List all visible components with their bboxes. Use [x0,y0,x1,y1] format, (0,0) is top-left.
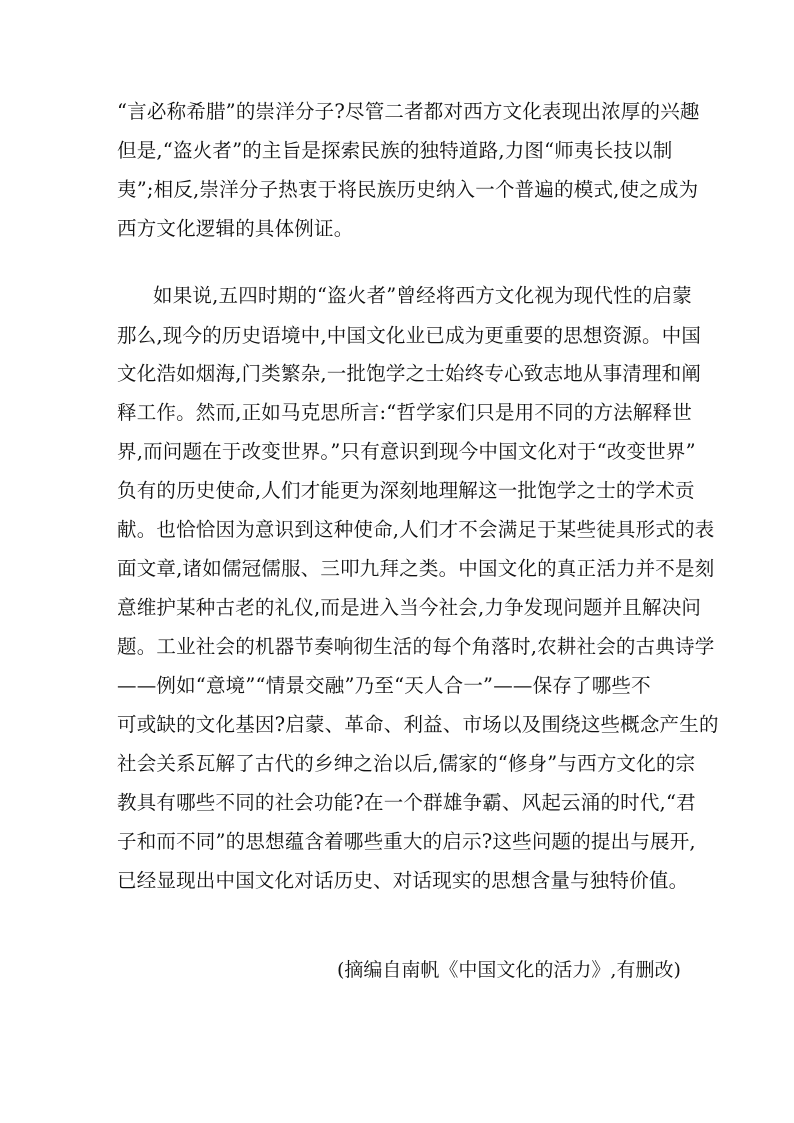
paragraph2-line-15: 子和而不同”的思想蕴含着哪些重大的启示?这些问题的提出与展开, [117,830,696,853]
paragraph2-line-7: 献。也恰恰因为意识到这种使命,人们才不会满足于某些徒具形式的表 [117,518,715,541]
paragraph2-line-11: ——例如“意境”“情景交融”乃至“天人合一”——保存了哪些不 [117,674,651,697]
paragraph2-line-6: 负有的历史使命,人们才能更为深刻地理解这一批饱学之士的学术贡 [117,479,695,502]
paragraph1-line-2: 但是,“盗火者”的主旨是探索民族的独特道路,力图“师夷长技以制 [117,139,673,162]
paragraph2-line-9: 意维护某种古老的礼仪,而是进入当今社会,力争发现问题并且解决问 [117,596,702,619]
paragraph2-line-2: 那么,现今的历史语境中,中国文化业已成为更重要的思想资源。中国 [117,324,702,347]
paragraph2-line-3: 文化浩如烟海,门类繁杂,一批饱学之士始终专心致志地从事清理和阐 [117,362,702,385]
paragraph2-line-16: 已经显现出中国文化对话历史、对话现实的思想含量与独特价值。 [117,869,689,892]
paragraph2-line-14: 教具有哪些不同的社会功能?在一个群雄争霸、风起云涌的时代,“君 [117,791,696,814]
paragraph1-line-3: 夷”;相反,崇洋分子热衷于将民族历史纳入一个普遍的模式,使之成为 [117,178,699,201]
paragraph2-line-12: 可或缺的文化基因?启蒙、革命、利益、市场以及围绕这些概念产生的 [117,713,719,736]
paragraph1-line-1: “言必称希腊”的崇洋分子?尽管二者都对西方文化表现出浓厚的兴趣 [117,100,700,123]
paragraph2-line-4: 释工作。然而,正如马克思所言:“哲学家们只是用不同的方法解释世 [117,401,692,424]
paragraph2-line-10: 题。工业社会的机器节奏响彻生活的每个角落时,农耕社会的古典诗学 [117,635,715,658]
paragraph2-line-8: 面文章,诸如儒冠儒服、三叩九拜之类。中国文化的真正活力并不是刻 [117,557,715,580]
paragraph2-line-5: 界,而问题在于改变世界。”只有意识到现今中国文化对于“改变世界” [117,440,696,463]
paragraph2-line-1: 如果说,五四时期的“盗火者”曾经将西方文化视为现代性的启蒙 [153,284,692,307]
paragraph1-line-4: 西方文化逻辑的具体例证。 [117,217,354,240]
source-citation: (摘编自南帆《中国文化的活力》,有删改) [337,959,681,981]
paragraph2-line-13: 社会关系瓦解了古代的乡绅之治以后,儒家的“修身”与西方文化的宗 [117,752,696,775]
